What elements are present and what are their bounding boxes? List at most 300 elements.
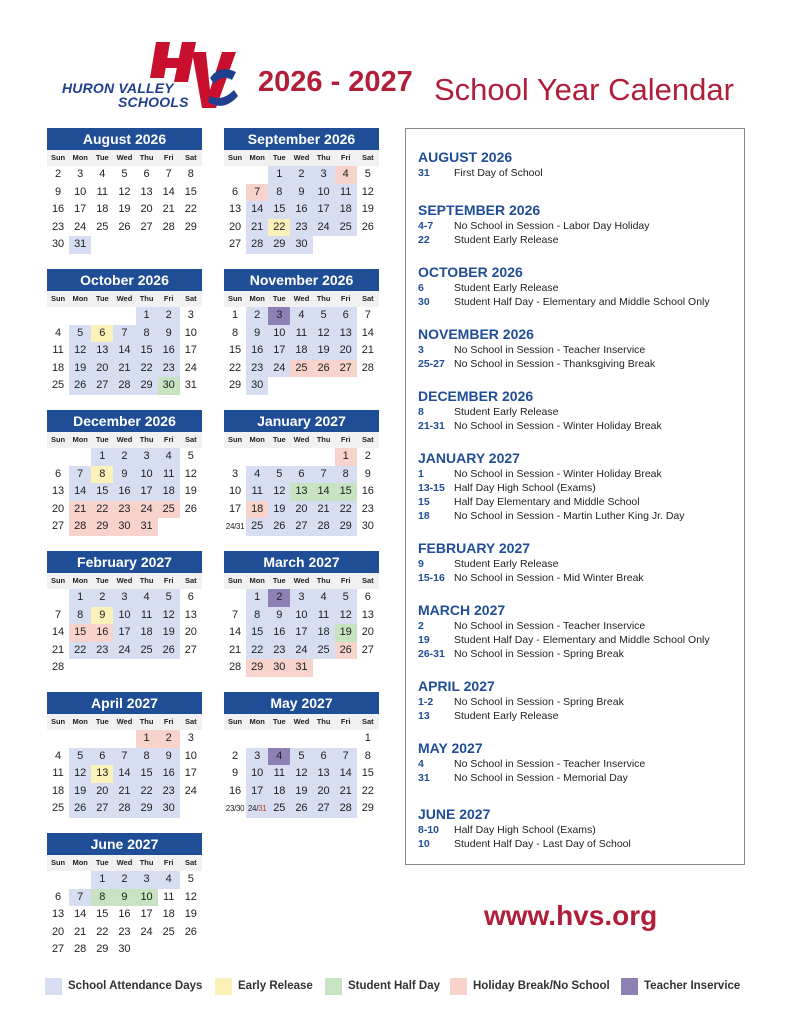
event-month-heading: MAY 2027 bbox=[418, 740, 483, 756]
event-description: Student Early Release bbox=[454, 406, 559, 418]
week-row bbox=[47, 906, 202, 924]
day-cell: 1 bbox=[136, 307, 158, 325]
month-march-2027 bbox=[224, 551, 379, 677]
weekday-header bbox=[224, 573, 379, 589]
day-cell: 6 bbox=[364, 591, 371, 603]
empty-day-cell bbox=[313, 236, 335, 254]
week-row bbox=[224, 501, 379, 519]
day-cell: 16 bbox=[290, 201, 312, 219]
day-cell: 20 bbox=[313, 783, 335, 801]
day-cell: 28 bbox=[51, 661, 65, 673]
week-row bbox=[47, 483, 202, 501]
week-row bbox=[224, 466, 379, 484]
day-cell: 23 bbox=[113, 501, 135, 519]
day-cell: 21 bbox=[113, 360, 135, 378]
empty-day-cell bbox=[91, 307, 113, 325]
week-row bbox=[224, 765, 379, 783]
empty-day-cell bbox=[47, 871, 69, 889]
day-cell: 29 bbox=[91, 518, 113, 536]
weekday-label: Sat bbox=[361, 435, 374, 444]
legend-swatch bbox=[45, 978, 62, 995]
event-group bbox=[418, 201, 744, 247]
day-cell: 24 bbox=[268, 360, 290, 378]
day-cell: 28 bbox=[69, 518, 91, 536]
empty-day-cell bbox=[335, 659, 357, 677]
day-cell: 26 bbox=[268, 518, 290, 536]
day-cell: 12 bbox=[268, 483, 290, 501]
day-cell: 24 bbox=[290, 642, 312, 660]
day-cell: 26 bbox=[184, 502, 197, 515]
event-row bbox=[418, 619, 744, 633]
day-cell: 14 bbox=[162, 185, 175, 198]
day-cell: 19 bbox=[69, 783, 91, 801]
week-row bbox=[47, 889, 202, 907]
month-may-2027 bbox=[224, 692, 379, 818]
day-cell: 22 bbox=[69, 642, 91, 660]
event-date: 15-16 bbox=[418, 572, 445, 584]
day-cell: 10 bbox=[113, 607, 135, 625]
event-description: No School in Session - Teacher Inservice bbox=[454, 344, 646, 356]
event-month-heading: JANUARY 2027 bbox=[418, 450, 520, 466]
day-cell: 8 bbox=[187, 168, 194, 180]
day-cell: 14 bbox=[51, 626, 65, 638]
day-cell: 21 bbox=[51, 643, 65, 656]
day-cell: 11 bbox=[158, 466, 180, 484]
empty-day-cell bbox=[313, 730, 335, 748]
event-description: No School in Session - Teacher Inservice bbox=[454, 620, 646, 632]
weekday-label: Thu bbox=[316, 717, 331, 726]
day-cell: 9 bbox=[268, 607, 290, 625]
day-cell: 4 bbox=[268, 748, 290, 766]
day-cell: 27 bbox=[91, 377, 113, 395]
weekday-header bbox=[224, 432, 379, 448]
weekday-label: Thu bbox=[139, 435, 154, 444]
day-cell: 9 bbox=[91, 607, 113, 625]
weekday-label: Wed bbox=[293, 294, 310, 303]
day-cell: 16 bbox=[118, 908, 131, 920]
day-cell: 3 bbox=[187, 732, 194, 744]
weekday-label: Thu bbox=[316, 294, 331, 303]
day-cell: 27 bbox=[335, 360, 357, 378]
day-cell: 7 bbox=[335, 748, 357, 766]
weekday-label: Sat bbox=[361, 153, 374, 162]
event-row bbox=[418, 837, 744, 851]
day-cell: 30 bbox=[290, 236, 312, 254]
day-cell: 17 bbox=[228, 502, 242, 515]
week-row bbox=[47, 941, 202, 959]
day-cell: 26 bbox=[290, 800, 312, 818]
month-title: November 2026 bbox=[224, 269, 379, 291]
day-cell: 13 bbox=[91, 765, 113, 783]
legend-item bbox=[45, 976, 202, 996]
week-row bbox=[224, 483, 379, 501]
week-row bbox=[224, 607, 379, 625]
week-row bbox=[224, 307, 379, 325]
weekday-label: Sat bbox=[361, 294, 374, 303]
weekday-header bbox=[224, 150, 379, 166]
day-cell: 15 bbox=[228, 344, 242, 356]
week-row bbox=[224, 783, 379, 801]
day-cell: 16 bbox=[91, 624, 113, 642]
day-cell: 1 bbox=[246, 589, 268, 607]
day-cell: 15 bbox=[96, 908, 109, 920]
day-cell: 12 bbox=[184, 890, 197, 903]
day-cell: 19 bbox=[158, 624, 180, 642]
week-row bbox=[47, 466, 202, 484]
empty-day-cell bbox=[69, 871, 91, 889]
weekday-label: Tue bbox=[272, 576, 286, 585]
day-cell: 5 bbox=[121, 168, 128, 180]
day-cell: 14 bbox=[313, 483, 335, 501]
day-cell: 3 bbox=[246, 748, 268, 766]
day-cell: 8 bbox=[246, 607, 268, 625]
weekday-label: Thu bbox=[139, 576, 154, 585]
day-cell: 28 bbox=[113, 377, 135, 395]
empty-day-cell bbox=[47, 730, 69, 748]
day-cell: 29 bbox=[136, 800, 158, 818]
empty-day-cell bbox=[290, 730, 312, 748]
month-june-2027 bbox=[47, 833, 202, 959]
day-cell: 29 bbox=[246, 659, 268, 677]
day-cell: 22 bbox=[228, 361, 242, 374]
empty-day-cell bbox=[268, 448, 290, 466]
day-cell: 8 bbox=[232, 326, 239, 339]
day-cell: 15 bbox=[136, 342, 158, 360]
day-cell: 9 bbox=[55, 185, 62, 198]
event-description: No School in Session - Teacher Inservice bbox=[454, 758, 646, 770]
empty-day-cell bbox=[180, 236, 202, 254]
event-description: Half Day High School (Exams) bbox=[454, 482, 596, 494]
day-cell: 8 bbox=[136, 748, 158, 766]
event-month-heading: MARCH 2027 bbox=[418, 602, 506, 618]
event-date: 4-7 bbox=[418, 220, 434, 232]
event-date: 21-31 bbox=[418, 420, 445, 432]
event-group bbox=[418, 148, 744, 180]
empty-day-cell bbox=[69, 448, 91, 466]
day-cell: 13 bbox=[313, 765, 335, 783]
day-cell: 10 bbox=[313, 184, 335, 202]
day-cell: 3 bbox=[187, 309, 194, 321]
day-cell: 27 bbox=[290, 518, 312, 536]
day-cell: 1 bbox=[335, 448, 357, 466]
event-row bbox=[418, 343, 744, 357]
event-description: Student Half Day - Elementary and Middle School Only bbox=[454, 296, 710, 308]
day-cell: 23 bbox=[91, 642, 113, 660]
day-cell: 26 bbox=[184, 925, 197, 938]
day-cell: 31 bbox=[290, 659, 312, 677]
day-cell: 6 bbox=[335, 307, 357, 325]
day-cell: 10 bbox=[136, 889, 158, 907]
day-cell: 11 bbox=[268, 765, 290, 783]
event-date: 30 bbox=[418, 296, 430, 308]
day-cell: 17 bbox=[184, 344, 197, 356]
event-description: No School in Session - Memorial Day bbox=[454, 772, 628, 784]
month-january-2027 bbox=[224, 410, 379, 536]
day-cell: 24 bbox=[313, 219, 335, 237]
day-cell: 26 bbox=[69, 800, 91, 818]
empty-day-cell bbox=[246, 730, 268, 748]
day-cell: 19 bbox=[313, 342, 335, 360]
event-description: Student Early Release bbox=[454, 282, 559, 294]
weekday-label: Sun bbox=[50, 858, 66, 867]
day-cell: 5 bbox=[158, 589, 180, 607]
day-cell: 11 bbox=[162, 890, 175, 903]
empty-day-cell bbox=[268, 730, 290, 748]
day-cell: 22 bbox=[96, 925, 109, 938]
event-description: No School in Session - Mid Winter Break bbox=[454, 572, 644, 584]
day-cell: 19 bbox=[184, 908, 197, 920]
day-cell: 6 bbox=[55, 467, 62, 480]
weekday-label: Tue bbox=[272, 717, 286, 726]
weekday-label: Sat bbox=[361, 576, 374, 585]
day-cell: 13 bbox=[290, 483, 312, 501]
legend-swatch bbox=[621, 978, 638, 995]
day-cell: 16 bbox=[228, 784, 242, 797]
event-date: 8-10 bbox=[418, 824, 440, 836]
week-row bbox=[47, 659, 202, 677]
weekday-label: Tue bbox=[95, 858, 109, 867]
empty-day-cell bbox=[158, 941, 180, 959]
day-cell: 27 bbox=[140, 220, 153, 233]
week-row bbox=[224, 659, 379, 677]
event-date: 25-27 bbox=[418, 358, 445, 370]
day-cell: 4 bbox=[158, 871, 180, 889]
week-row bbox=[47, 184, 202, 202]
weekday-label: Fri bbox=[163, 294, 174, 303]
week-row bbox=[224, 448, 379, 466]
day-cell: 13 bbox=[140, 185, 153, 198]
event-date: 13 bbox=[418, 710, 430, 722]
event-date: 13-15 bbox=[418, 482, 445, 494]
week-row bbox=[47, 589, 202, 607]
day-cell: 8 bbox=[91, 889, 113, 907]
event-row bbox=[418, 823, 744, 837]
day-cell: 3 bbox=[136, 871, 158, 889]
empty-day-cell bbox=[357, 236, 379, 254]
event-row bbox=[418, 166, 744, 180]
month-title: August 2026 bbox=[47, 128, 202, 150]
event-month-heading: NOVEMBER 2026 bbox=[418, 326, 534, 342]
day-cell: 6 bbox=[91, 325, 113, 343]
day-cell: 30 bbox=[51, 238, 65, 250]
day-cell: 1 bbox=[91, 448, 113, 466]
legend-label: Holiday Break/No School bbox=[473, 980, 610, 992]
day-cell: 1 bbox=[136, 730, 158, 748]
website-url[interactable]: www.hvs.org bbox=[484, 900, 658, 931]
day-cell: 22 bbox=[268, 219, 290, 237]
week-row bbox=[47, 342, 202, 360]
empty-day-cell bbox=[180, 800, 202, 818]
school-year: 2026 - 2027 bbox=[258, 66, 413, 98]
day-cell: 4 bbox=[136, 589, 158, 607]
day-cell: 9 bbox=[364, 467, 371, 480]
event-row bbox=[418, 557, 744, 571]
weekday-label: Wed bbox=[116, 717, 133, 726]
weekday-label: Sat bbox=[184, 717, 197, 726]
day-cell: 21 bbox=[228, 643, 242, 656]
day-cell: 4 bbox=[55, 326, 62, 339]
day-cell: 29 bbox=[136, 377, 158, 395]
event-group bbox=[418, 739, 744, 785]
legend-label: Early Release bbox=[238, 980, 313, 992]
weekday-label: Thu bbox=[139, 153, 154, 162]
week-row bbox=[47, 501, 202, 519]
weekday-header bbox=[47, 150, 202, 166]
day-cell: 17 bbox=[113, 624, 135, 642]
day-cell: 19 bbox=[290, 783, 312, 801]
day-cell: 15 bbox=[361, 767, 374, 779]
day-cell: 8 bbox=[364, 749, 371, 762]
weekday-label: Mon bbox=[249, 294, 265, 303]
day-cell: 9 bbox=[246, 325, 268, 343]
day-cell: 5 bbox=[268, 466, 290, 484]
weekday-label: Sun bbox=[227, 717, 243, 726]
event-row bbox=[418, 771, 744, 785]
weekday-label: Wed bbox=[293, 576, 310, 585]
day-cell: 10 bbox=[228, 485, 242, 497]
empty-day-cell bbox=[313, 448, 335, 466]
day-cell: 4 bbox=[335, 166, 357, 184]
empty-day-cell bbox=[313, 377, 335, 395]
empty-day-cell bbox=[136, 941, 158, 959]
day-cell: 11 bbox=[313, 607, 335, 625]
day-cell: 16 bbox=[246, 342, 268, 360]
day-cell: 19 bbox=[361, 203, 374, 215]
day-cell: 15 bbox=[335, 483, 357, 501]
event-date: 4 bbox=[418, 758, 424, 770]
day-cell: 10 bbox=[184, 749, 197, 762]
day-cell: 11 bbox=[52, 344, 64, 356]
empty-day-cell bbox=[290, 448, 312, 466]
empty-day-cell bbox=[47, 448, 69, 466]
day-cell: 17 bbox=[290, 624, 312, 642]
day-cell: 1 bbox=[364, 732, 371, 744]
empty-day-cell bbox=[180, 518, 202, 536]
day-cell: 20 bbox=[91, 783, 113, 801]
day-cell: 2 bbox=[268, 589, 290, 607]
day-cell: 20 bbox=[228, 220, 242, 233]
day-cell: 27 bbox=[361, 643, 374, 656]
day-cell: 5 bbox=[69, 748, 91, 766]
empty-day-cell bbox=[180, 941, 202, 959]
weekday-label: Sun bbox=[50, 576, 66, 585]
empty-day-cell bbox=[224, 730, 246, 748]
event-description: Student Half Day - Elementary and Middle School Only bbox=[454, 634, 710, 646]
day-cell: 5 bbox=[187, 873, 194, 885]
legend-item bbox=[621, 976, 740, 996]
weekday-header bbox=[47, 291, 202, 307]
weekday-label: Thu bbox=[139, 858, 154, 867]
day-cell: 6 bbox=[232, 185, 239, 198]
weekday-label: Sun bbox=[50, 153, 66, 162]
day-cell: 22 bbox=[361, 784, 374, 797]
day-cell: 28 bbox=[228, 661, 242, 673]
event-row bbox=[418, 357, 744, 371]
event-group bbox=[418, 263, 744, 309]
weekday-label: Tue bbox=[272, 435, 286, 444]
day-cell: 18 bbox=[51, 361, 65, 374]
day-cell: 10 bbox=[136, 466, 158, 484]
month-october-2026 bbox=[47, 269, 202, 395]
weekday-label: Mon bbox=[249, 717, 265, 726]
week-row bbox=[47, 642, 202, 660]
event-date: 31 bbox=[418, 772, 430, 784]
day-cell: 13 bbox=[51, 485, 65, 497]
header bbox=[0, 0, 791, 125]
day-cell: 28 bbox=[361, 361, 374, 374]
empty-day-cell bbox=[246, 166, 268, 184]
day-cell: 24 bbox=[136, 501, 158, 519]
event-row bbox=[418, 481, 744, 495]
day-cell: 24 bbox=[113, 642, 135, 660]
day-cell: 2 bbox=[246, 307, 268, 325]
events-panel bbox=[405, 128, 745, 865]
event-date: 26-31 bbox=[418, 648, 445, 660]
weekday-label: Fri bbox=[163, 435, 174, 444]
day-cell: 17 bbox=[184, 767, 197, 779]
event-row bbox=[418, 633, 744, 647]
empty-day-cell bbox=[69, 730, 91, 748]
day-cell: 25 bbox=[136, 642, 158, 660]
day-cell: 7 bbox=[246, 184, 268, 202]
day-cell: 2 bbox=[158, 307, 180, 325]
weekday-label: Mon bbox=[249, 435, 265, 444]
day-cell: 5 bbox=[290, 748, 312, 766]
day-cell: 12 bbox=[69, 765, 91, 783]
day-cell: 28 bbox=[162, 220, 175, 233]
month-title: February 2027 bbox=[47, 551, 202, 573]
day-cell: 27 bbox=[51, 520, 65, 532]
day-cell: 28 bbox=[74, 943, 87, 955]
day-cell: 25 bbox=[313, 642, 335, 660]
weekday-label: Fri bbox=[340, 294, 351, 303]
day-cell: 24/31 bbox=[225, 522, 245, 531]
week-row bbox=[47, 765, 202, 783]
day-cell: 19 bbox=[69, 360, 91, 378]
day-cell: 20 bbox=[361, 626, 374, 638]
event-group bbox=[418, 387, 744, 433]
day-cell: 30 bbox=[268, 659, 290, 677]
week-row bbox=[224, 201, 379, 219]
day-cell: 14 bbox=[113, 342, 135, 360]
day-cell: 12 bbox=[335, 607, 357, 625]
day-cell: 2 bbox=[55, 168, 62, 180]
day-cell: 29 bbox=[184, 220, 197, 233]
day-cell: 26 bbox=[118, 220, 131, 233]
event-row bbox=[418, 647, 744, 661]
logo-text-line1: HURON VALLEY bbox=[62, 80, 174, 96]
event-row bbox=[418, 233, 744, 247]
day-cell: 8 bbox=[91, 466, 113, 484]
day-cell: 29 bbox=[335, 518, 357, 536]
event-date: 6 bbox=[418, 282, 424, 294]
day-cell: 1 bbox=[69, 589, 91, 607]
day-cell: 7 bbox=[113, 748, 135, 766]
event-date: 10 bbox=[418, 838, 430, 850]
day-cell: 12 bbox=[184, 467, 197, 480]
week-row bbox=[47, 607, 202, 625]
event-row bbox=[418, 509, 744, 523]
weekday-label: Tue bbox=[95, 576, 109, 585]
month-november-2026 bbox=[224, 269, 379, 395]
day-cell: 4 bbox=[99, 168, 106, 180]
weekday-label: Sun bbox=[50, 435, 66, 444]
empty-day-cell bbox=[136, 236, 158, 254]
event-date: 15 bbox=[418, 496, 430, 508]
legend-item bbox=[450, 976, 610, 996]
day-cell: 15 bbox=[246, 624, 268, 642]
day-cell: 26 bbox=[69, 377, 91, 395]
